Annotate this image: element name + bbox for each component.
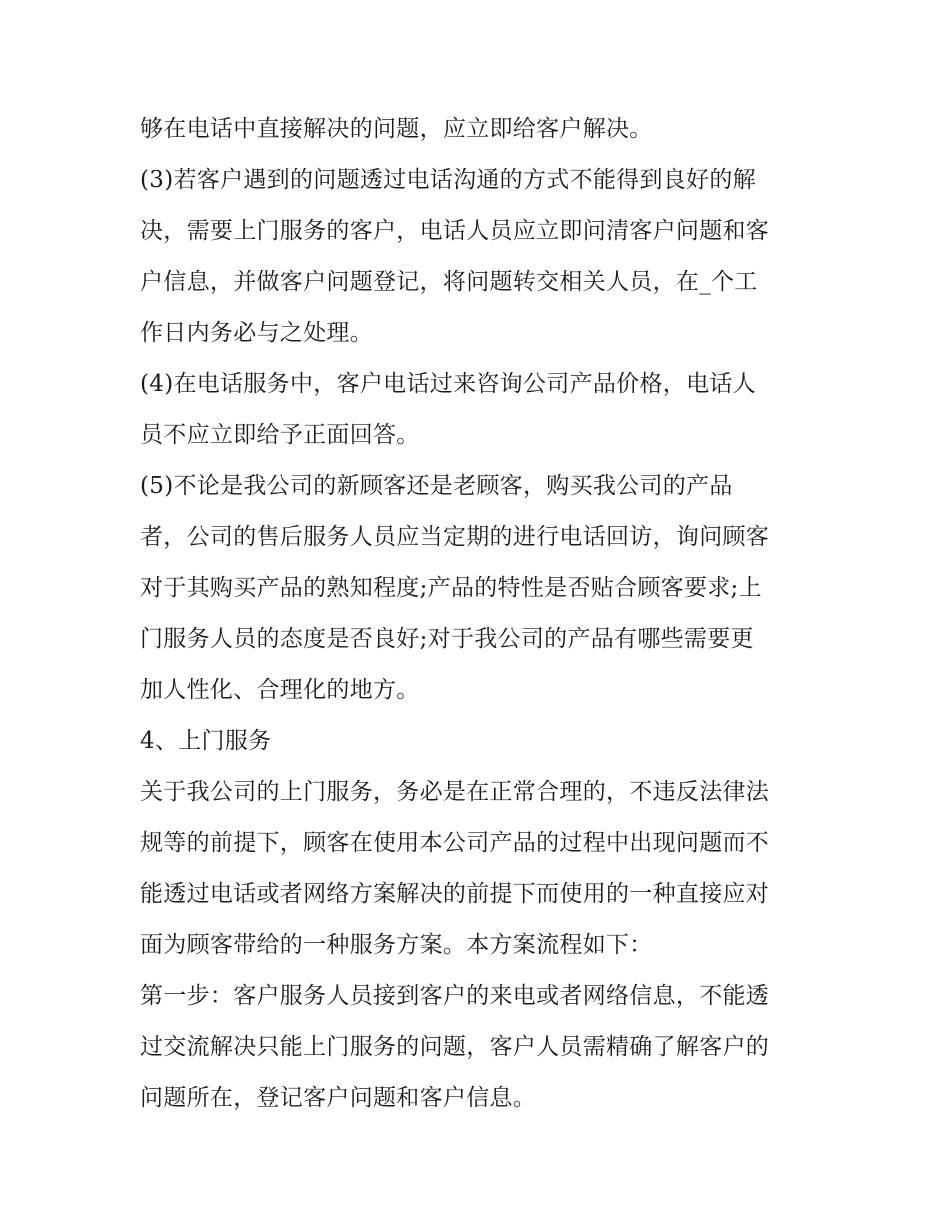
text-line: 面为顾客带给的一种服务方案。本方案流程如下：	[140, 932, 653, 958]
text-line: 者，公司的售后服务人员应当定期的进行电话回访，询问顾客	[140, 524, 770, 550]
document-body	[140, 104, 820, 1124]
text-line: 作日内务必与之处理。	[140, 320, 373, 346]
section-heading: 4、上门服务	[140, 728, 272, 754]
text-line: 问题所在，登记客户问题和客户信息。	[140, 1085, 537, 1111]
text-line: 第一步：客户服务人员接到客户的来电或者网络信息，不能透	[140, 983, 770, 1009]
text-line: 门服务人员的态度是否良好;对于我公司的产品有哪些需要更	[140, 626, 754, 652]
text-line: (4)在电话服务中，客户电话过来咨询公司产品价格，电话人	[140, 371, 756, 397]
text-line: 够在电话中直接解决的问题，应立即给客户解决。	[140, 116, 653, 142]
text-line: (5)不论是我公司的新顾客还是老顾客，购买我公司的产品	[140, 473, 733, 499]
text-line: 规等的前提下，顾客在使用本公司产品的过程中出现问题而不	[140, 830, 770, 856]
text-line: 决，需要上门服务的客户，电话人员应立即问清客户问题和客	[140, 218, 770, 244]
text-line: (3)若客户遇到的问题透过电话沟通的方式不能得到良好的解	[140, 167, 756, 193]
text-line: 能透过电话或者网络方案解决的前提下而使用的一种直接应对	[140, 881, 770, 907]
text-line: 过交流解决只能上门服务的问题，客户人员需精确了解客户的	[140, 1034, 770, 1060]
text-line: 对于其购买产品的熟知程度;产品的特性是否贴合顾客要求;上	[140, 575, 762, 601]
text-line: 员不应立即给予正面回答。	[140, 422, 420, 448]
text-line: 关于我公司的上门服务，务必是在正常合理的，不违反法律法	[140, 779, 770, 805]
text-line: 户信息，并做客户问题登记，将问题转交相关人员，在_个工	[140, 269, 758, 295]
text-line: 加人性化、合理化的地方。	[140, 677, 420, 703]
